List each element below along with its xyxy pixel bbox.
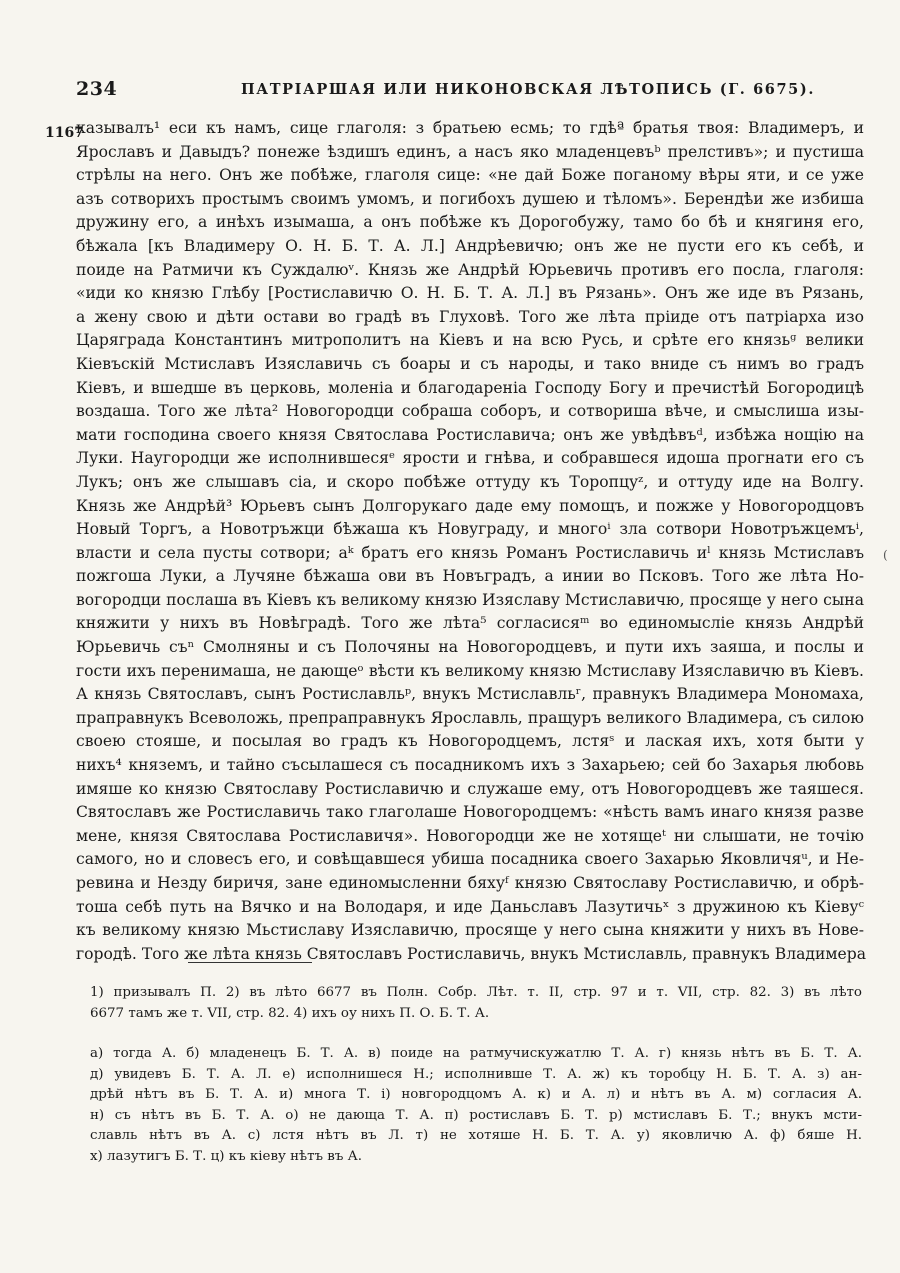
text-line: Князь же Андрѣй³ Юрьевъ сынъ Долгорукаго даде ему помощъ, и пожже у Новогородцовъ bbox=[76, 496, 864, 515]
text-line: «иди ко князю Глѣбу [Ростиславичю О. Н. Б. Т. А. Л.] въ Рязань». Онъ же иде въ Рязань, bbox=[76, 284, 864, 303]
text-line: тоша себѣ путь на Вячко и на Володаря, и иде Даньславъ Лазутичьˣ з дружиною къ Кіевуᶜ bbox=[76, 897, 864, 916]
page-header bbox=[76, 78, 836, 106]
footnote-line: х) лазутигъ Б. Т. ц) къ кіеву нѣтъ въ А. bbox=[90, 1148, 363, 1164]
footnote-divider bbox=[188, 962, 312, 963]
footnotes-lettered bbox=[90, 1044, 862, 1167]
text-line: Кіевъскій Мстиславъ Изяславичь съ боары и съ народы, и тако вниде съ нимъ во градъ bbox=[76, 354, 864, 373]
text-line: А князь Святославъ, сынъ Ростиславльᵖ, внукъ Мстиславльʳ, правнукъ Владимера Мономаха, bbox=[76, 685, 864, 704]
margin-year: 1167 bbox=[45, 125, 84, 141]
text-line: воздаша. Того же лѣта² Новогородци собраша соборъ, и сотвориша вѣче, и смыслиша изы- bbox=[76, 402, 864, 421]
text-line: Луки. Наугородци же исполнившесяᵉ ярости и гнѣва, и собравшеся идоша прогнати его съ bbox=[76, 449, 864, 468]
footnote-line: н) съ нѣтъ въ Б. Т. А. о) не дающа Т. А. п) ростиславъ Б. Т. р) мстиславъ Б. Т.; внукъ мсти- bbox=[90, 1107, 862, 1123]
text-line: Юрьевичь съⁿ Смолняны и съ Полочяны на Новогородцевъ, и пути ихъ заяша, и послы и bbox=[76, 638, 864, 657]
text-line: бѣжала [къ Владимеру О. Н. Б. Т. А. Л.] Андрѣевичю; онъ же не пусти его къ себѣ, и bbox=[76, 236, 864, 255]
footnote-line: 1) призывалъ П. 2) въ лѣто 6677 въ Полн. Собр. Лѣт. т. II, стр. 97 и т. VII, стр. 82. 3) въ лѣто bbox=[90, 985, 862, 1000]
text-line: Святославъ же Ростиславичь тако глаголаше Новогородцемъ: «нѣсть вамъ инаго князя разве bbox=[76, 803, 864, 822]
text-line: имяше ко князю Святославу Ростиславичю и служаше ему, отъ Новогородцевъ же таяшеся. bbox=[76, 779, 864, 798]
text-line: нихъ⁴ княземъ, и тайно съсылашеся съ посадникомъ ихъ з Захарьею; сей бо Захарья любовь bbox=[76, 756, 864, 775]
text-line: Царяграда Константинъ митрополитъ на Кіевъ и на всю Русь, и срѣте его князьᶢ велики bbox=[76, 331, 864, 350]
text-line: власти и села пусты сотвори; аᵏ братъ его князь Романъ Ростиславичь иˡ князь Мстиславъ bbox=[76, 543, 864, 562]
margin-mark: ( bbox=[883, 548, 888, 562]
text-line: поиде на Ратмичи къ Суждалюᵛ. Князь же Андрѣй Юрьевичь противъ его посла, глаголя: bbox=[76, 260, 864, 279]
text-line: своею стояше, и посылая во градъ къ Новогородцемъ, лстяˢ и лаская ихъ, хотя быти у bbox=[76, 732, 864, 751]
text-line: Новый Торгъ, а Новотръжци бѣжаша къ Новуграду, и многоⁱ зла сотвори Новотръжцемъⁱ, bbox=[76, 520, 864, 539]
text-line: ревина и Незду биричя, зане единомысленни бяхуᶠ князю Святославу Ростиславичю, и обрѣ- bbox=[76, 874, 864, 892]
text-line: мене, князя Святослава Ростиславичя». Новогородци же не хотящеᵗ ни слышати, не точію bbox=[76, 826, 864, 845]
footnotes-numbered bbox=[90, 983, 862, 1024]
text-line: самого, но и словесъ его, и совѣщавшеся убиша посадника своего Захарью Яковличяᵘ, и Не- bbox=[76, 850, 864, 869]
page-number: 234 bbox=[76, 78, 118, 100]
body-text bbox=[76, 117, 867, 966]
text-line: азъ сотворихъ простымъ своимъ умомъ, и погибохъ душею и тѣломъ». Берендѣи же избиша bbox=[76, 189, 864, 208]
text-line: праправнукъ Всеволожь, препраправнукъ Ярославль, пращуръ великого Владимера, съ силою bbox=[76, 708, 864, 727]
text-line: казывалъ¹ еси къ намъ, сице глаголя: з братьею есмь; то гдѣª братья твоя: Владимеръ, и bbox=[76, 119, 864, 137]
footnote-line: дрѣй нѣтъ въ Б. Т. А. и) многа Т. і) новгородцомъ А. к) и А. л) и нѣтъ въ А. м) согласия А. bbox=[90, 1087, 862, 1102]
text-line: стрѣлы на него. Онъ же побѣже, глаголя сице: «не дай Боже поганому вѣры яти, и се уже bbox=[76, 166, 864, 185]
text-line: дружину его, а инѣхъ изымаша, а онъ побѣже къ Дорогобужу, тамо бо бѣ и княгиня его, bbox=[76, 213, 864, 232]
footnote-line: д) увидевъ Б. Т. А. Л. е) исполнишеся Н.; исполнивше Т. А. ж) къ торобцу Н. Б. Т. А. з) ан- bbox=[90, 1066, 862, 1082]
text-line: Ярославъ и Давыдъ? понеже ѣздишъ единъ, а насъ яко младенцевъᵇ прелстивъ»; и пустиша bbox=[76, 142, 864, 161]
text-line: Кіевъ, и вшедше въ церковь, моленіа и благодареніа Господу Богу и пречистѣй Богородицѣ bbox=[76, 378, 864, 397]
text-line: Лукъ; онъ же слышавъ сіа, и скоро побѣже оттуду къ Торопцуᶻ, и оттуду иде на Волгу. bbox=[76, 472, 864, 491]
text-line: мати господина своего князя Святослава Ростиславича; онъ же увѣдѣвъᵈ, избѣжа нощію на bbox=[76, 425, 864, 444]
text-line: гости ихъ перенимаша, не дающеᵒ вѣсти къ великому князю Мстиславу Изяславичю въ Кіевъ. bbox=[76, 661, 864, 680]
footnote-line: а) тогда А. б) младенецъ Б. Т. А. в) поиде на ратмучискужатлю Т. А. г) князь нѣтъ въ Б. Т. А. bbox=[90, 1046, 862, 1061]
text-line: вогородци послаша въ Кіевъ къ великому князю Изяславу Мстиславичю, просяще у него сына bbox=[76, 590, 864, 609]
text-line: княжити у нихъ въ Новѣградѣ. Того же лѣта⁵ согласисяᵐ во единомысліе князь Андрѣй bbox=[76, 614, 864, 633]
text-line: пожгоша Луки, а Лучяне бѣжаша ови въ Новъградъ, а инии во Псковъ. Того же лѣта Но- bbox=[76, 567, 864, 586]
footnote-line: славль нѣтъ въ А. с) лстя нѣтъ въ Л. т) не хотяше Н. Б. Т. А. у) яковличю А. ф) бяше Н. bbox=[90, 1128, 862, 1143]
text-line: а жену свою и дѣти остави во градѣ въ Глуховѣ. Того же лѣта пріиде отъ патріарха изо bbox=[76, 307, 864, 326]
text-line: къ великому князю Мьстиславу Изяславичю, просяще у него сына княжити у нихъ въ Нове- bbox=[76, 921, 864, 940]
text-line: городѣ. Того же лѣта князь Святославъ Ростиславичь, внукъ Мстиславль, правнукъ Владимера bbox=[76, 944, 867, 963]
footnote-line: 6677 тамъ же т. VII, стр. 82. 4) ихъ оу нихъ П. О. Б. Т. А. bbox=[90, 1005, 490, 1021]
running-title: ПАТРІАРШАЯ ИЛИ НИКОНОВСКАЯ ЛѢТОПИСЬ (Г. 6675). bbox=[241, 81, 815, 98]
